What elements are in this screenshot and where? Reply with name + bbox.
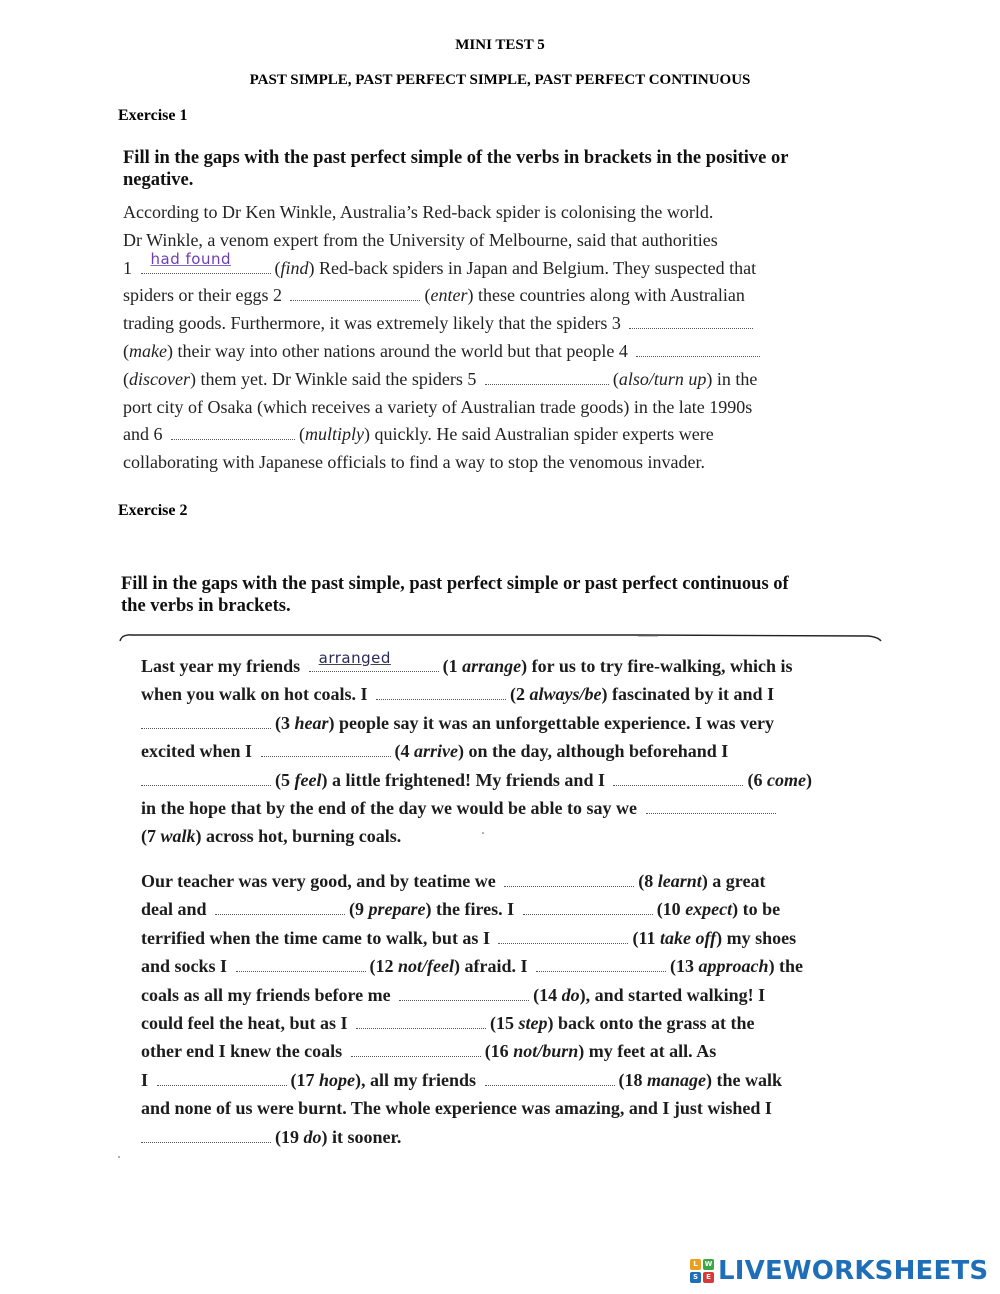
text-fragment: other end I knew the coals xyxy=(141,1041,343,1062)
text-line xyxy=(141,1123,803,1151)
verb-hint: enter xyxy=(430,285,468,306)
text-line: Dr Winkle, a venom expert from the University of Melbourne, said that authorities xyxy=(123,229,718,250)
answer-gap-5[interactable] xyxy=(141,771,271,786)
text-line xyxy=(141,1037,803,1065)
gap-number: (1 xyxy=(442,656,463,676)
text-fragment: deal and xyxy=(141,899,207,920)
logo-mark-letter: S xyxy=(690,1272,701,1283)
text-line: and 6 (multiply) quickly. He said Australian spider experts were xyxy=(123,424,714,445)
gap-number: (15 xyxy=(490,1012,519,1033)
page-title: MINI TEST 5 xyxy=(455,37,545,53)
verb-hint: not/feel xyxy=(398,956,455,977)
answer-gap-16[interactable] xyxy=(351,1042,481,1057)
text-fragment: could feel the heat, but as I xyxy=(141,1012,348,1033)
verb-hint: step xyxy=(518,1012,548,1033)
answer-gap-15[interactable] xyxy=(356,1014,486,1029)
text-fragment: ) the fires. I xyxy=(425,899,515,920)
text-fragment: spiders or their eggs 2 xyxy=(123,285,282,306)
logo-mark-letter: E xyxy=(703,1272,714,1283)
logo-mark-letter: W xyxy=(704,1260,713,1268)
verb-hint: do xyxy=(303,1126,322,1147)
instruction-line: Fill in the gaps with the past simple, past perfect simple or past perfect continuous of xyxy=(121,574,789,594)
text-fragment: ) my feet at all. As xyxy=(578,1041,717,1062)
answer-gap-3[interactable] xyxy=(141,714,271,729)
verb-hint: hope xyxy=(319,1069,356,1090)
answer-gap-3[interactable] xyxy=(629,314,753,329)
verb-hint: take off xyxy=(659,927,717,948)
text-fragment: I xyxy=(141,1069,149,1090)
text-line xyxy=(141,766,812,794)
text-fragment: ) the xyxy=(768,956,804,977)
text-fragment: Last year my friends xyxy=(141,656,301,676)
verb-hint: make xyxy=(129,340,167,361)
brand-name: LIVEWORKSHEETS xyxy=(718,1256,989,1286)
text-fragment: quickly. He said Australian spider experts were xyxy=(374,424,714,445)
text-fragment: terrified when the time came to walk, but as I xyxy=(141,927,490,948)
text-line: collaborating with Japanese officials to find a way to stop the venomous invader. xyxy=(123,452,706,473)
text-fragment: in the xyxy=(716,368,758,389)
logo-mark-icon xyxy=(690,1259,714,1283)
text-fragment: ) for us to try fire-walking, which is xyxy=(521,656,793,676)
answer-gap-5[interactable] xyxy=(485,370,609,385)
instruction-line: negative. xyxy=(123,170,194,190)
scan-speck xyxy=(118,1156,120,1158)
verb-hint: find xyxy=(280,257,309,278)
verb-hint: walk xyxy=(160,826,196,847)
text-line: (discover) them yet. Dr Winkle said the spiders 5 (also/turn up) in the xyxy=(123,368,758,389)
liveworksheets-logo xyxy=(690,1254,988,1288)
answer-gap-12[interactable] xyxy=(236,957,366,972)
answer-gap-17[interactable] xyxy=(157,1071,287,1086)
text-fragment: ) back onto the grass at the xyxy=(547,1012,755,1033)
answer-gap-13[interactable] xyxy=(536,957,666,972)
divider-rule xyxy=(118,630,882,642)
verb-hint: not/burn xyxy=(513,1041,579,1062)
scan-speck xyxy=(482,832,484,834)
text-fragment: ) a little frightened! My friends and I xyxy=(321,769,605,790)
text-line xyxy=(141,794,812,822)
answer-gap-1[interactable] xyxy=(309,648,439,672)
gap-number: (4 xyxy=(394,741,414,762)
text-line xyxy=(141,981,803,1009)
verb-hint: arrange xyxy=(462,656,522,676)
text-fragment: ), all my friends xyxy=(355,1069,477,1090)
gap-number: (9 xyxy=(349,899,369,920)
text-fragment: their way into other nations around the world but that people 4 xyxy=(177,340,628,361)
text-fragment: trading goods. Furthermore, it was extremely likely that the spiders 3 xyxy=(123,313,621,334)
exercise-2-paragraph-1 xyxy=(141,648,812,851)
text-fragment: ), and started walking! I xyxy=(579,984,766,1005)
gap-number: (18 xyxy=(618,1069,648,1090)
verb-hint: discover xyxy=(129,368,190,389)
verb-hint: feel xyxy=(294,769,322,790)
text-fragment: ) to be xyxy=(732,899,781,920)
text-line: According to Dr Ken Winkle, Australia’s Red-back spider is colonising the world. xyxy=(123,202,714,222)
text-line: and none of us were burnt. The whole experience was amazing, and I just wished I xyxy=(141,1098,772,1119)
gap-number: (10 xyxy=(656,899,686,920)
gap-number: (7 xyxy=(141,826,161,847)
answer-gap-14[interactable] xyxy=(399,986,529,1001)
exercise-1-text xyxy=(123,199,764,477)
gap-number: (2 xyxy=(510,684,530,705)
text-line xyxy=(141,709,812,737)
text-fragment: Red-back spiders in Japan and Belgium. They suspected that xyxy=(319,257,757,278)
gap-number: (6 xyxy=(747,769,767,790)
gap-number: (14 xyxy=(533,984,562,1005)
instruction-line: Fill in the gaps with the past perfect simple of the verbs in brackets in the positive or xyxy=(123,148,789,168)
text-line xyxy=(141,924,803,952)
text-fragment: excited when I xyxy=(141,741,252,762)
verb-hint: always/be xyxy=(529,684,602,705)
text-fragment: ) people say it was an unforgettable experience. I was very xyxy=(328,712,774,733)
answer-gap-7[interactable] xyxy=(646,799,776,814)
answer-gap-2[interactable] xyxy=(290,286,420,301)
text-line xyxy=(123,310,764,338)
verb-hint: come xyxy=(766,769,806,790)
gap-number: (13 xyxy=(670,956,699,977)
gap-number: (19 xyxy=(275,1126,304,1147)
text-line xyxy=(141,822,812,850)
text-line xyxy=(141,952,803,980)
exercise-2-label: Exercise 2 xyxy=(118,502,188,519)
text-fragment: ) afraid. I xyxy=(454,956,528,977)
exercise-1-label: Exercise 1 xyxy=(118,107,188,124)
answer-gap-2[interactable] xyxy=(376,685,506,700)
text-line: 1 had found (find) Red-back spiders in Japan and Belgium. They suspected that xyxy=(123,255,764,283)
answer-gap-6[interactable] xyxy=(613,771,743,786)
answer-gap-11[interactable] xyxy=(498,929,628,944)
text-fragment: Our teacher was very good, and by teatime we xyxy=(141,871,496,891)
gap-number: (11 xyxy=(632,927,660,948)
text-fragment: ) the walk xyxy=(706,1069,783,1090)
exercise-1-instruction xyxy=(123,147,788,191)
text-fragment: when you walk on hot coals. I xyxy=(141,684,368,705)
text-fragment: ) my shoes xyxy=(716,927,797,948)
exercise-2-instruction xyxy=(121,573,789,617)
verb-hint: manage xyxy=(647,1069,707,1090)
exercise-2-paragraph-2 xyxy=(141,867,803,1151)
answer-gap-8[interactable] xyxy=(504,872,634,887)
answer-gap-4[interactable] xyxy=(636,342,760,357)
answer-gap-1[interactable] xyxy=(141,249,271,274)
logo-mark-letter: L xyxy=(690,1259,701,1270)
text-fragment: and socks I xyxy=(141,956,228,977)
answer-gap-18[interactable] xyxy=(485,1071,615,1086)
verb-hint: approach xyxy=(698,956,769,977)
gap-number: (16 xyxy=(484,1041,514,1062)
gap-number: (8 xyxy=(638,871,658,891)
text-line xyxy=(141,737,812,765)
text-line xyxy=(141,867,803,895)
instruction-line: the verbs in brackets. xyxy=(121,596,291,616)
text-fragment: ) xyxy=(805,769,812,790)
text-line: (make) their way into other nations around the world but that people 4 xyxy=(123,338,764,366)
answer-gap-10[interactable] xyxy=(523,900,653,915)
answer-gap-4[interactable] xyxy=(261,742,391,757)
text-line xyxy=(141,1066,803,1094)
verb-hint: learnt xyxy=(657,871,702,891)
text-line xyxy=(141,895,803,923)
verb-hint: arrive xyxy=(414,741,458,762)
text-line: spiders or their eggs 2 (enter) these countries along with Australian xyxy=(123,285,745,306)
page-subtitle: PAST SIMPLE, PAST PERFECT SIMPLE, PAST PERFECT CONTINUOUS xyxy=(249,72,751,88)
text-fragment: in the hope that by the end of the day we would be able to say we xyxy=(141,797,638,818)
verb-hint: prepare xyxy=(368,899,426,920)
answer-1-text: arranged xyxy=(318,648,391,667)
answer-gap-6[interactable] xyxy=(171,425,295,440)
text-fragment: ) on the day, although beforehand I xyxy=(458,741,729,762)
text-line xyxy=(141,680,812,708)
text-fragment: ) fascinated by it and I xyxy=(601,684,775,705)
text-fragment: them yet. Dr Winkle said the spiders 5 xyxy=(200,368,477,389)
gap-number: (5 xyxy=(275,769,295,790)
answer-gap-9[interactable] xyxy=(215,900,345,915)
gap-number: (3 xyxy=(275,712,295,733)
verb-hint: multiply xyxy=(305,424,364,445)
answer-1-text: had found xyxy=(150,249,231,268)
answer-gap-19[interactable] xyxy=(141,1128,271,1143)
text-fragment: these countries along with Australian xyxy=(477,285,745,306)
verb-hint: do xyxy=(561,984,580,1005)
gap-number: (17 xyxy=(290,1069,320,1090)
gap-number: 1 xyxy=(123,257,132,278)
gap-number: (12 xyxy=(369,956,399,977)
verb-hint: also/turn up xyxy=(618,368,707,389)
text-fragment: ) across hot, burning coals. xyxy=(195,826,402,847)
verb-hint: hear xyxy=(294,712,329,733)
text-line xyxy=(141,648,812,680)
text-fragment: ) a great xyxy=(701,871,766,891)
text-fragment: and 6 xyxy=(123,424,163,445)
text-line: port city of Osaka (which receives a variety of Australian trade goods) in the late 1990s xyxy=(123,396,753,417)
verb-hint: expect xyxy=(685,899,733,920)
text-line xyxy=(141,1009,803,1037)
text-fragment: ) it sooner. xyxy=(321,1126,402,1147)
text-fragment: coals as all my friends before me xyxy=(141,984,391,1005)
